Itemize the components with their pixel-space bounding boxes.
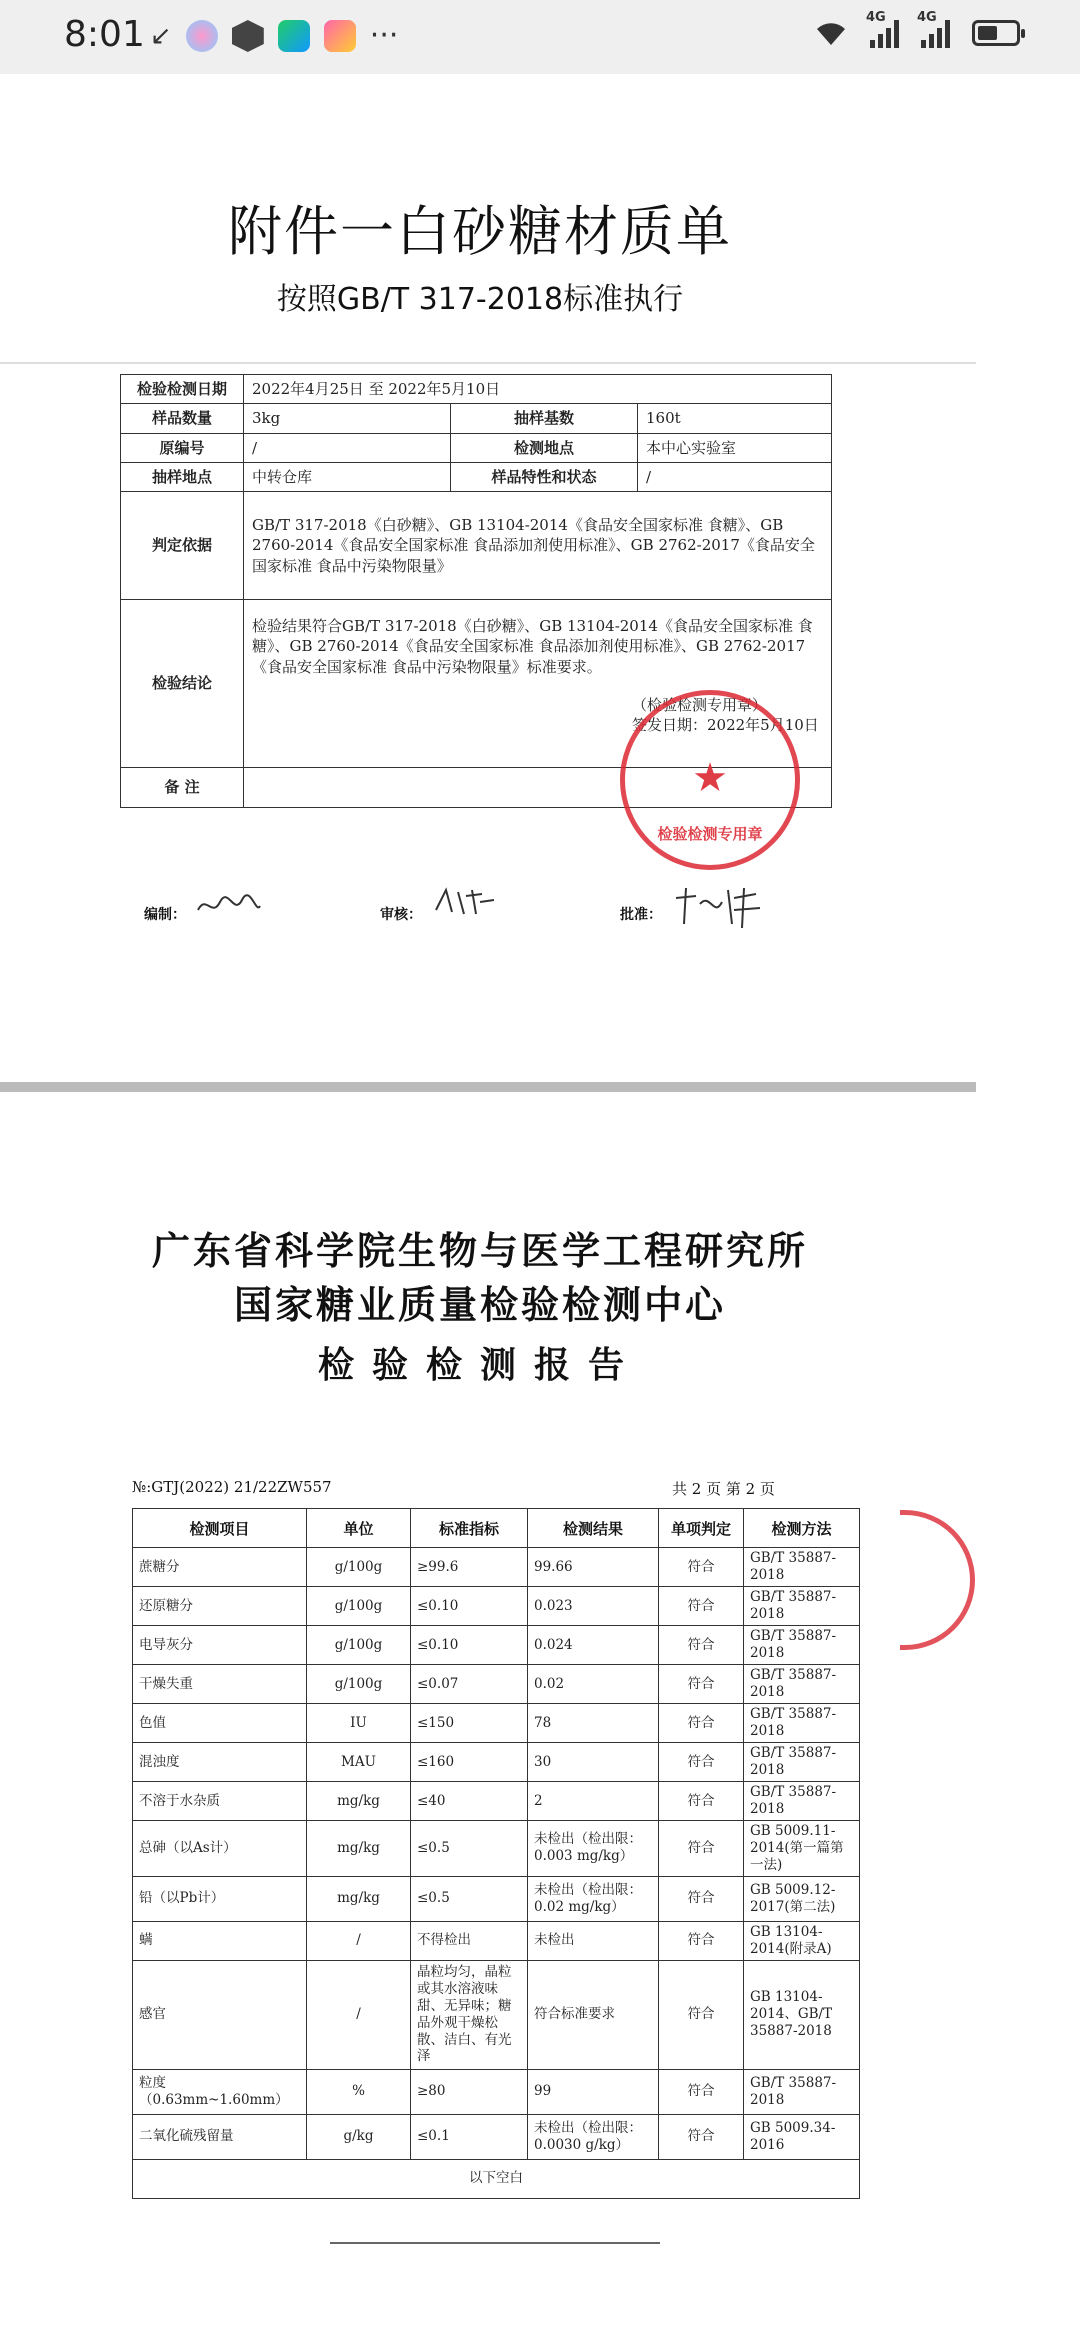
- cell-method: GB/T 35887-2018: [744, 1626, 860, 1665]
- table-row: [133, 1876, 860, 1921]
- cellular-signal-icon: [866, 10, 899, 48]
- cell-judgement: 符合: [659, 1743, 744, 1782]
- cell-standard: ≥99.6: [411, 1548, 528, 1587]
- network-type-label: 4G: [866, 10, 886, 25]
- cell-unit: IU: [307, 1704, 411, 1743]
- wifi-icon: [814, 19, 848, 47]
- orig-label: 原编号: [121, 433, 244, 462]
- cell-standard: ≤40: [411, 1782, 528, 1821]
- cell-method: GB/T 35887-2018: [744, 1743, 860, 1782]
- cell-item: 蔗糖分: [133, 1548, 307, 1587]
- conclusion-label: 检验结论: [121, 600, 244, 768]
- seal-label: 检验检测专用章: [657, 825, 763, 843]
- status-bar: [0, 0, 1080, 74]
- site-label: 抽样地点: [121, 462, 244, 491]
- remark-label: 备 注: [121, 768, 244, 808]
- column-header: 检测项目: [133, 1509, 307, 1548]
- cell-unit: /: [307, 1960, 411, 2069]
- date-value: 2022年4月25日 至 2022年5月10日: [244, 375, 832, 404]
- basis-label: 判定依据: [121, 492, 244, 600]
- table-row: [121, 492, 832, 600]
- qty-label: 样品数量: [121, 404, 244, 433]
- institute-name: 广东省科学院生物与医学工程研究所: [151, 1228, 808, 1273]
- cell-result: 未检出: [528, 1921, 659, 1960]
- cell-judgement: 符合: [659, 1821, 744, 1877]
- cell-result: 未检出（检出限：0.0030 g/kg）: [528, 2114, 659, 2159]
- cell-standard: ≤0.5: [411, 1821, 528, 1877]
- table-row: [133, 1782, 860, 1821]
- column-header: 检测方法: [744, 1509, 860, 1548]
- cell-item: 电导灰分: [133, 1626, 307, 1665]
- table-row: [133, 1548, 860, 1587]
- cell-result: 0.023: [528, 1587, 659, 1626]
- cell-item: 粒度（0.63mm~1.60mm）: [133, 2069, 307, 2114]
- cell-result: 78: [528, 1704, 659, 1743]
- cell-result: 99: [528, 2069, 659, 2114]
- signature-compiler: [194, 888, 264, 922]
- app-notification-icon: [324, 20, 356, 52]
- basis-value: GB/T 317-2018《白砂糖》、GB 13104-2014《食品安全国家标准 食糖》、GB 2760-2014《食品安全国家标准 食品添加剂使用标准》、GB 2762-2017《食品安全国家标准 食品中污染物限量》: [244, 492, 832, 600]
- cell-judgement: 符合: [659, 1921, 744, 1960]
- cell-method: GB 5009.11-2014(第一篇第一法): [744, 1821, 860, 1877]
- table-row: [121, 433, 832, 462]
- bottom-rule: [330, 2242, 660, 2244]
- results-table: [132, 1508, 860, 2199]
- cell-judgement: 符合: [659, 1704, 744, 1743]
- table-row: [133, 1665, 860, 1704]
- app-notification-icon: [186, 20, 218, 52]
- cell-item: 还原糖分: [133, 1587, 307, 1626]
- status-time: 8:01: [64, 14, 145, 55]
- table-row: [121, 404, 832, 433]
- app-notification-icon: [232, 20, 264, 52]
- battery-icon: [972, 20, 1020, 46]
- cell-item: 混浊度: [133, 1743, 307, 1782]
- cell-item: 铅（以Pb计）: [133, 1876, 307, 1921]
- cell-method: GB/T 35887-2018: [744, 1782, 860, 1821]
- reviewed-label: 审核：: [380, 907, 422, 923]
- cell-item: 感官: [133, 1960, 307, 2069]
- table-row: [133, 2114, 860, 2159]
- page-header: [0, 74, 1080, 364]
- cell-method: GB/T 35887-2018: [744, 1548, 860, 1587]
- table-row: [133, 2069, 860, 2114]
- cell-judgement: 符合: [659, 1665, 744, 1704]
- place-value: 本中心实验室: [638, 433, 832, 462]
- cell-item: 不溶于水杂质: [133, 1782, 307, 1821]
- more-notifications-icon: ···: [369, 18, 399, 53]
- video-app-icon: [278, 20, 310, 52]
- cell-standard: ≤150: [411, 1704, 528, 1743]
- network-type-label: 4G: [917, 10, 937, 25]
- cell-standard: ≤0.10: [411, 1587, 528, 1626]
- issue-date: 签发日期：2022年5月10日: [632, 716, 819, 734]
- cell-judgement: 符合: [659, 1876, 744, 1921]
- cell-method: GB/T 35887-2018: [744, 1587, 860, 1626]
- qty-value: 3kg: [244, 404, 451, 433]
- cell-unit: g/kg: [307, 2114, 411, 2159]
- cell-method: GB/T 35887-2018: [744, 1665, 860, 1704]
- cell-result: 30: [528, 1743, 659, 1782]
- cell-judgement: 符合: [659, 2114, 744, 2159]
- cell-result: 0.024: [528, 1626, 659, 1665]
- cell-result: 符合标准要求: [528, 1960, 659, 2069]
- cell-unit: g/100g: [307, 1626, 411, 1665]
- column-header: 单位: [307, 1509, 411, 1548]
- cell-judgement: 符合: [659, 1960, 744, 2069]
- official-seal: [620, 690, 800, 870]
- cell-judgement: 符合: [659, 1626, 744, 1665]
- cell-method: GB 13104-2014、GB/T 35887-2018: [744, 1960, 860, 2069]
- system-status-icons: [814, 10, 1020, 48]
- column-header: 单项判定: [659, 1509, 744, 1548]
- cell-standard: ≤0.1: [411, 2114, 528, 2159]
- table-row: [121, 375, 832, 404]
- compiled-label: 编制：: [144, 907, 186, 923]
- cell-unit: g/100g: [307, 1665, 411, 1704]
- cell-judgement: 符合: [659, 2069, 744, 2114]
- center-name: 国家糖业质量检验检测中心: [233, 1282, 726, 1327]
- cell-unit: mg/kg: [307, 1821, 411, 1877]
- orig-value: /: [244, 433, 451, 462]
- date-label: 检验检测日期: [121, 375, 244, 404]
- test-report-image[interactable]: [0, 1092, 1080, 2340]
- char-label: 样品特性和状态: [451, 462, 638, 491]
- site-value: 中转仓库: [244, 462, 451, 491]
- inspection-summary-image[interactable]: [0, 362, 976, 1084]
- table-row: [133, 1704, 860, 1743]
- report-title: 检验检测报告: [317, 1344, 642, 1386]
- cell-standard: ≤0.07: [411, 1665, 528, 1704]
- cell-standard: ≥80: [411, 2069, 528, 2114]
- cell-method: GB 5009.12-2017(第二法): [744, 1876, 860, 1921]
- cell-method: GB 13104-2014(附录A): [744, 1921, 860, 1960]
- cell-item: 二氧化硫残留量: [133, 2114, 307, 2159]
- cell-result: 未检出（检出限：0.003 mg/kg）: [528, 1821, 659, 1877]
- table-row: [133, 1960, 860, 2069]
- conclusion-value: 检验结果符合GB/T 317-2018《白砂糖》、GB 13104-2014《食品安全国家标准 食糖》、GB 2760-2014《食品安全国家标准 食品添加剂使用标准》、GB 2762-2017《食品安全国家标准 食品中污染物限量》标准要求。: [252, 617, 813, 676]
- cell-standard: ≤0.10: [411, 1626, 528, 1665]
- cell-unit: mg/kg: [307, 1876, 411, 1921]
- cell-unit: /: [307, 1921, 411, 1960]
- cell-method: GB/T 35887-2018: [744, 2069, 860, 2114]
- image-divider: [0, 1082, 976, 1092]
- cellular-signal-icon: [917, 10, 950, 48]
- cell-result: 未检出（检出限：0.02 mg/kg）: [528, 1876, 659, 1921]
- report-number: №:GTJ(2022) 21/22ZW557: [132, 1478, 332, 1496]
- seal-text: （检验检测专用章）: [632, 695, 768, 714]
- signature-reviewer: [430, 884, 500, 918]
- signature-approver: [670, 884, 770, 930]
- table-row: [121, 462, 832, 491]
- cell-item: 总砷（以As计）: [133, 1821, 307, 1877]
- cell-result: 99.66: [528, 1548, 659, 1587]
- cell-unit: g/100g: [307, 1548, 411, 1587]
- char-value: /: [638, 462, 832, 491]
- base-value: 160t: [638, 404, 832, 433]
- table-row: [133, 1821, 860, 1877]
- cell-standard: 晶粒均匀，晶粒或其水溶液味甜、无异味；糖品外观干燥松散、洁白、有光泽: [411, 1960, 528, 2069]
- cell-method: GB/T 35887-2018: [744, 1704, 860, 1743]
- table-row: [133, 1626, 860, 1665]
- end-note: 以下空白: [133, 2159, 860, 2198]
- approved-label: 批准：: [620, 907, 662, 923]
- place-label: 检测地点: [451, 433, 638, 462]
- column-header: 检测结果: [528, 1509, 659, 1548]
- notification-icons: [150, 20, 398, 52]
- cell-unit: mg/kg: [307, 1782, 411, 1821]
- page-info: 共 2 页 第 2 页: [672, 1480, 775, 1498]
- missed-call-icon: ↙: [150, 21, 172, 51]
- cell-standard: ≤160: [411, 1743, 528, 1782]
- cell-item: 干燥失重: [133, 1665, 307, 1704]
- page-subtitle: 按照GB/T 317-2018标准执行: [276, 282, 684, 317]
- cell-unit: %: [307, 2069, 411, 2114]
- star-icon: ★: [692, 755, 728, 801]
- cell-unit: MAU: [307, 1743, 411, 1782]
- cell-judgement: 符合: [659, 1587, 744, 1626]
- cell-unit: g/100g: [307, 1587, 411, 1626]
- column-header: 标准指标: [411, 1509, 528, 1548]
- table-end-row: [133, 2159, 860, 2198]
- cell-standard: ≤0.5: [411, 1876, 528, 1921]
- page-title: 附件一白砂糖材质单: [228, 200, 732, 263]
- table-header-row: [133, 1509, 860, 1548]
- cell-judgement: 符合: [659, 1548, 744, 1587]
- table-row: [133, 1743, 860, 1782]
- table-row: [133, 1587, 860, 1626]
- cell-item: 色值: [133, 1704, 307, 1743]
- cell-judgement: 符合: [659, 1782, 744, 1821]
- cell-standard: 不得检出: [411, 1921, 528, 1960]
- cell-result: 0.02: [528, 1665, 659, 1704]
- base-label: 抽样基数: [451, 404, 638, 433]
- cell-result: 2: [528, 1782, 659, 1821]
- cell-method: GB 5009.34-2016: [744, 2114, 860, 2159]
- cell-item: 螨: [133, 1921, 307, 1960]
- table-row: [133, 1921, 860, 1960]
